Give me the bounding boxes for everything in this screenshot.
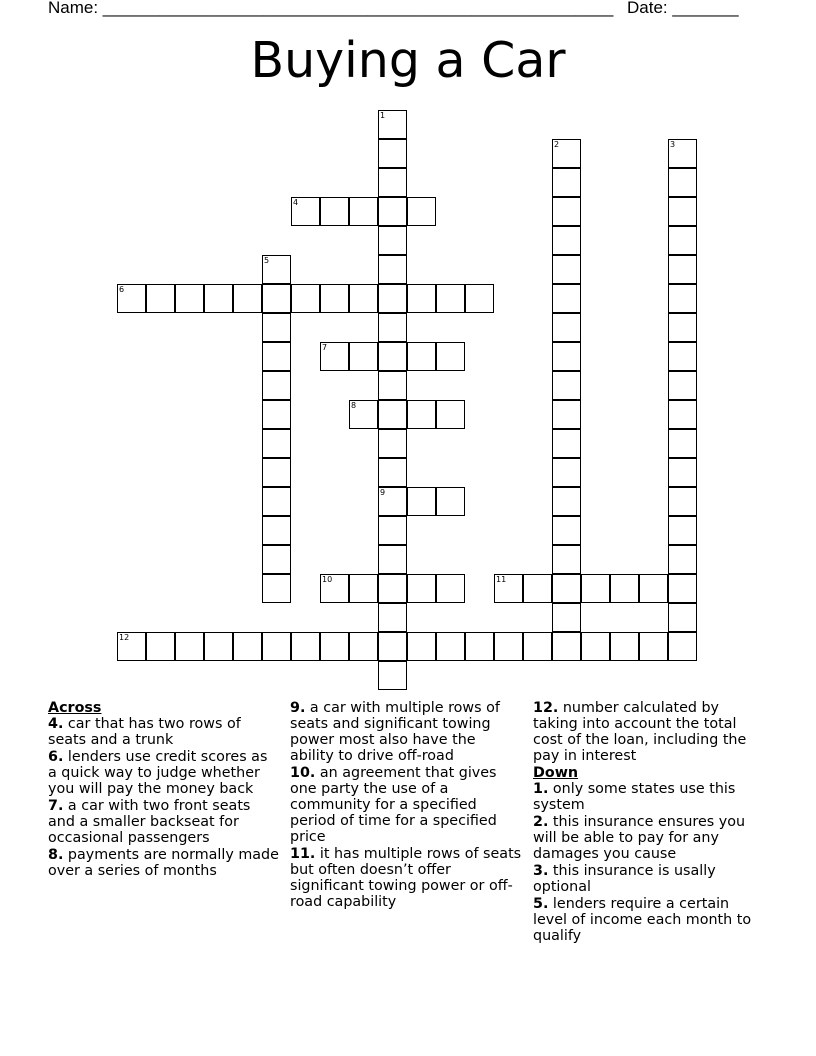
grid-cell[interactable] — [291, 632, 320, 661]
grid-cell[interactable] — [436, 632, 465, 661]
grid-cell[interactable] — [668, 516, 697, 545]
grid-cell[interactable] — [668, 255, 697, 284]
grid-cell[interactable] — [262, 255, 291, 284]
grid-cell[interactable] — [668, 226, 697, 255]
grid-cell[interactable] — [291, 284, 320, 313]
clue-down-5: 5. lenders require a certain level of income each month to qualify — [533, 896, 752, 944]
grid-cell[interactable] — [639, 632, 668, 661]
grid-cell[interactable] — [262, 371, 291, 400]
grid-cell[interactable] — [407, 342, 436, 371]
grid-cell[interactable] — [378, 110, 407, 139]
grid-cell[interactable] — [146, 632, 175, 661]
clue-across-6: 6. lenders use credit scores as a quick way to judge whether you will pay the money back — [48, 749, 268, 797]
clue-column-1 — [48, 700, 280, 880]
grid-cell[interactable] — [668, 574, 697, 603]
grid-cell[interactable] — [407, 284, 436, 313]
grid-cell[interactable] — [146, 284, 175, 313]
grid-cell[interactable] — [378, 226, 407, 255]
grid-cell[interactable] — [349, 632, 378, 661]
grid-cell[interactable] — [552, 371, 581, 400]
grid-cell[interactable] — [494, 574, 523, 603]
grid-cell[interactable] — [378, 255, 407, 284]
grid-cell[interactable] — [378, 429, 407, 458]
grid-cell[interactable] — [668, 429, 697, 458]
clue-column-3 — [533, 700, 765, 945]
grid-cell[interactable] — [668, 313, 697, 342]
down-heading: Down — [533, 765, 579, 781]
page-title: Buying a Car — [250, 32, 566, 89]
grid-cell[interactable] — [175, 632, 204, 661]
grid-cell[interactable] — [407, 632, 436, 661]
grid-cell[interactable] — [407, 400, 436, 429]
grid-cell[interactable] — [262, 458, 291, 487]
grid-cell[interactable] — [436, 574, 465, 603]
grid-cell[interactable] — [668, 371, 697, 400]
grid-cell[interactable] — [668, 168, 697, 197]
clue-number: 3 — [670, 140, 676, 149]
grid-cell[interactable] — [262, 342, 291, 371]
grid-cell[interactable] — [639, 574, 668, 603]
date-field-label: Date: _______ — [627, 0, 739, 17]
grid-cell[interactable] — [436, 342, 465, 371]
grid-cell[interactable] — [262, 574, 291, 603]
grid-cell[interactable] — [523, 574, 552, 603]
grid-cell[interactable] — [436, 487, 465, 516]
grid-cell[interactable] — [378, 487, 407, 516]
grid-cell[interactable] — [552, 458, 581, 487]
grid-cell[interactable] — [378, 139, 407, 168]
grid-cell[interactable] — [552, 516, 581, 545]
grid-cell[interactable] — [668, 400, 697, 429]
grid-cell[interactable] — [378, 574, 407, 603]
clue-number: 5 — [264, 256, 270, 265]
grid-cell[interactable] — [378, 632, 407, 661]
grid-cell[interactable] — [668, 139, 697, 168]
grid-cell[interactable] — [262, 545, 291, 574]
clue-number: 1 — [380, 111, 386, 120]
grid-cell[interactable] — [117, 284, 146, 313]
grid-cell[interactable] — [262, 284, 291, 313]
grid-cell[interactable] — [581, 632, 610, 661]
grid-cell[interactable] — [552, 400, 581, 429]
clue-across-4: 4. car that has two rows of seats and a trunk — [48, 716, 241, 748]
grid-cell[interactable] — [552, 632, 581, 661]
grid-cell[interactable] — [233, 284, 262, 313]
grid-cell[interactable] — [552, 487, 581, 516]
grid-cell[interactable] — [523, 632, 552, 661]
grid-cell[interactable] — [117, 632, 146, 661]
grid-cell[interactable] — [668, 632, 697, 661]
grid-cell[interactable] — [465, 632, 494, 661]
grid-cell[interactable] — [378, 284, 407, 313]
clue-number: 8 — [351, 401, 357, 410]
grid-cell[interactable] — [320, 632, 349, 661]
grid-cell[interactable] — [378, 458, 407, 487]
grid-cell[interactable] — [668, 603, 697, 632]
grid-cell[interactable] — [262, 400, 291, 429]
grid-cell[interactable] — [320, 342, 349, 371]
grid-cell[interactable] — [349, 284, 378, 313]
grid-cell[interactable] — [436, 400, 465, 429]
clue-number: 2 — [554, 140, 560, 149]
grid-cell[interactable] — [552, 574, 581, 603]
grid-cell[interactable] — [320, 574, 349, 603]
grid-cell[interactable] — [552, 342, 581, 371]
grid-cell[interactable] — [349, 574, 378, 603]
grid-cell[interactable] — [262, 429, 291, 458]
grid-cell[interactable] — [668, 197, 697, 226]
clue-number: 7 — [322, 343, 328, 352]
grid-cell[interactable] — [581, 574, 610, 603]
grid-cell[interactable] — [378, 661, 407, 690]
grid-cell[interactable] — [262, 313, 291, 342]
clue-across-7: 7. a car with two front seats and a smaller backseat for occasional passengers — [48, 798, 251, 846]
grid-cell[interactable] — [610, 632, 639, 661]
grid-cell[interactable] — [610, 574, 639, 603]
grid-cell[interactable] — [378, 545, 407, 574]
grid-cell[interactable] — [262, 632, 291, 661]
clue-number: 6 — [119, 285, 125, 294]
grid-cell[interactable] — [668, 545, 697, 574]
grid-cell[interactable] — [204, 284, 233, 313]
grid-cell[interactable] — [378, 400, 407, 429]
grid-cell[interactable] — [378, 603, 407, 632]
clue-across-10: 10. an agreement that gives one party the use of a community for a specified period of time for a specified price — [290, 765, 497, 845]
grid-cell[interactable] — [349, 400, 378, 429]
grid-cell[interactable] — [320, 284, 349, 313]
grid-cell[interactable] — [552, 313, 581, 342]
grid-cell[interactable] — [668, 487, 697, 516]
clue-down-2: 2. this insurance ensures you will be able to pay for any damages you cause — [533, 814, 746, 862]
grid-cell[interactable] — [436, 284, 465, 313]
grid-cell[interactable] — [668, 284, 697, 313]
clue-across-8: 8. payments are normally made over a series of months — [48, 847, 279, 879]
grid-cell[interactable] — [378, 313, 407, 342]
grid-cell[interactable] — [494, 632, 523, 661]
grid-cell[interactable] — [552, 226, 581, 255]
grid-cell[interactable] — [204, 632, 233, 661]
grid-cell[interactable] — [552, 139, 581, 168]
clue-down-3: 3. this insurance is usally optional — [533, 863, 716, 895]
grid-cell[interactable] — [378, 516, 407, 545]
grid-cell[interactable] — [378, 342, 407, 371]
grid-cell[interactable] — [552, 545, 581, 574]
grid-cell[interactable] — [378, 371, 407, 400]
clue-number: 11 — [496, 575, 507, 584]
grid-cell[interactable] — [349, 197, 378, 226]
grid-cell[interactable] — [552, 197, 581, 226]
grid-cell[interactable] — [552, 255, 581, 284]
grid-cell[interactable] — [320, 197, 349, 226]
name-field-label: Name: ______________________________________________________ — [48, 0, 614, 17]
clue-column-2 — [290, 700, 522, 911]
clue-down-1: 1. only some states use this system — [533, 781, 736, 813]
grid-cell[interactable] — [262, 487, 291, 516]
clue-number: 4 — [293, 198, 299, 207]
grid-cell[interactable] — [175, 284, 204, 313]
grid-cell[interactable] — [552, 429, 581, 458]
grid-cell[interactable] — [407, 574, 436, 603]
grid-cell[interactable] — [668, 342, 697, 371]
grid-cell[interactable] — [378, 197, 407, 226]
clue-across-11: 11. it has multiple rows of seats but often doesn’t offer significant towing power or off-road capability — [290, 846, 522, 910]
grid-cell[interactable] — [552, 284, 581, 313]
grid-cell[interactable] — [552, 603, 581, 632]
grid-cell[interactable] — [407, 487, 436, 516]
clue-across-12: 12. number calculated by taking into account the total cost of the loan, including the pay in interest — [533, 700, 747, 764]
grid-cell[interactable] — [291, 197, 320, 226]
clue-number: 12 — [119, 633, 130, 642]
clue-across-9: 9. a car with multiple rows of seats and significant towing power most also have the ability to drive off-road — [290, 700, 500, 764]
across-heading: Across — [48, 700, 102, 716]
clue-number: 10 — [322, 575, 333, 584]
grid-cell[interactable] — [262, 516, 291, 545]
grid-cell[interactable] — [407, 197, 436, 226]
grid-cell[interactable] — [552, 168, 581, 197]
grid-cell[interactable] — [668, 458, 697, 487]
clue-number: 9 — [380, 488, 386, 497]
grid-cell[interactable] — [378, 168, 407, 197]
grid-cell[interactable] — [349, 342, 378, 371]
grid-cell[interactable] — [233, 632, 262, 661]
grid-cell[interactable] — [465, 284, 494, 313]
